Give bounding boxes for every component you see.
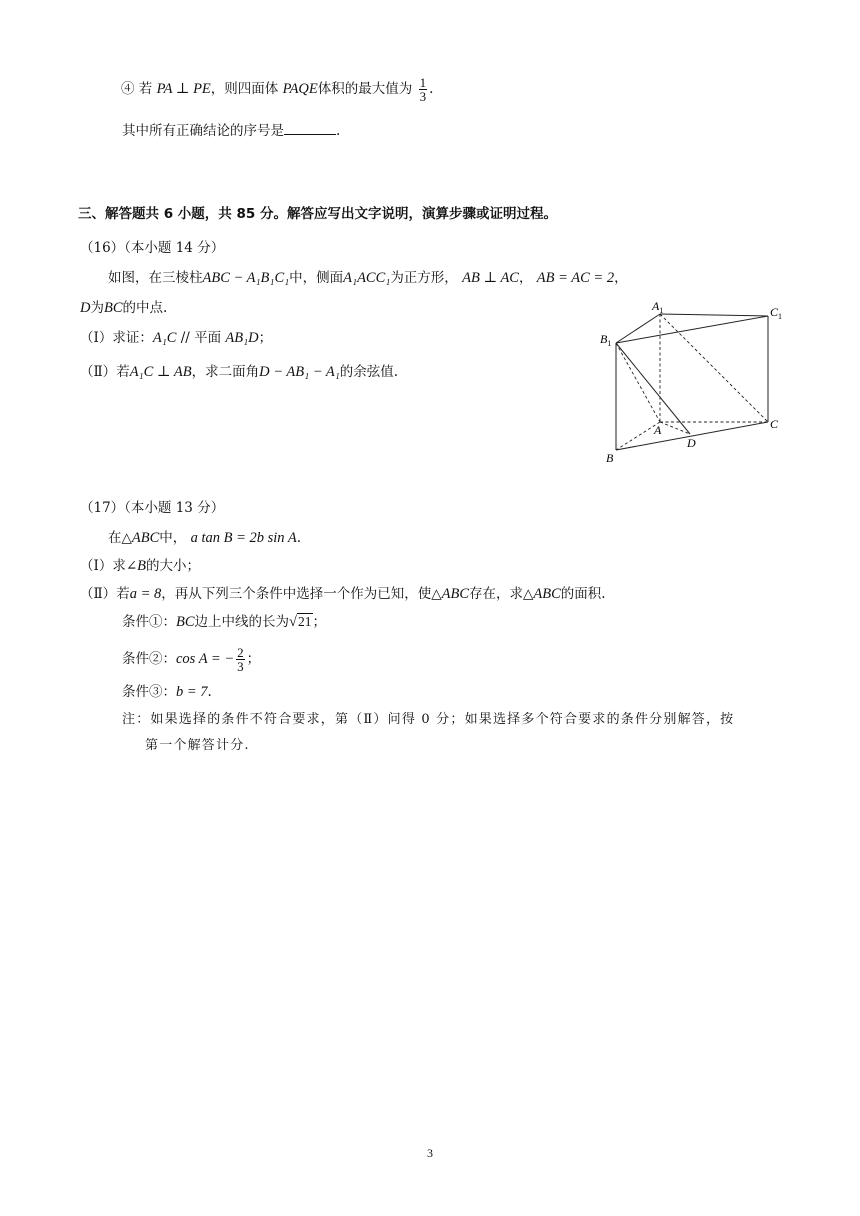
label-C: C [770, 417, 779, 431]
q17-part2: （Ⅱ）若a = 8，再从下列三个条件中选择一个作为已知，使△ABC存在，求△ABC的面积. [80, 586, 606, 602]
sqrt-expr: √21 [289, 614, 312, 630]
prism-figure [600, 298, 790, 468]
q17-note-line1: 注：如果选择的条件不符合要求，第（Ⅱ）问得 0 分；如果选择多个符合要求的条件分别解答，按 [122, 712, 735, 727]
q17-condition-1: 条件①：BC边上中线的长为√21； [122, 614, 326, 630]
page-number: 3 [427, 1146, 433, 1160]
edge-B1C1 [616, 316, 768, 343]
prism-name: ABC − A₁B₁C₁ [202, 270, 290, 286]
perp-expr: AB ⊥ AC [462, 270, 519, 286]
label-D: D [687, 436, 696, 450]
label-C1: $C_1$ [770, 305, 783, 321]
q17-note-line2: 第一个解答计分. [145, 738, 250, 753]
section-heading: 三、解答题共 6 小题，共 85 分。解答应写出文字说明，演算步骤或证明过程。 [78, 206, 557, 222]
q17-header: （17）（本小题 13 分） [80, 500, 225, 516]
q15-ask: 其中所有正确结论的序号是 . [122, 120, 340, 141]
fraction: $\frac{2}{3}$ [237, 645, 244, 674]
q15-item4: ④ 若 PA ⊥ PE，则四面体 PAQE体积的最大值为 $\frac{1}{3}$ . [121, 75, 434, 104]
segment-AB1 [616, 343, 660, 422]
given-equation: a tan B = 2b sin A [190, 530, 297, 546]
condition-expr: PA ⊥ PE [156, 81, 211, 97]
label-A: A [654, 423, 662, 437]
q16-intro: 如图，在三棱柱ABC − A₁B₁C₁中，侧面A₁ACC₁为正方形， AB ⊥ AC， AB = AC = 2， [108, 270, 628, 286]
q16-part2: （Ⅱ）若A₁C ⊥ AB，求二面角D − AB₁ − A₁的余弦值. [80, 364, 399, 380]
edge-A1C1 [660, 314, 768, 316]
q16-intro-line2: D为BC的中点. [80, 300, 168, 316]
solid-name: PAQE [282, 81, 318, 97]
q17-condition-2: 条件②：cos A = − $\frac{2}{3}$ ； [122, 645, 261, 674]
segment-B1D [616, 343, 690, 434]
q17-intro: 在△ABC中， a tan B = 2b sin A. [108, 530, 302, 546]
q17-part1: （Ⅰ）求∠B的大小； [80, 558, 201, 574]
answer-blank[interactable] [284, 120, 336, 135]
fraction: $\frac{1}{3}$ [419, 75, 427, 104]
label-B: B [606, 451, 614, 465]
q16-part1: （Ⅰ）求证：A₁C // 平面 AB₁D； [80, 330, 273, 346]
q16-header: （16）（本小题 14 分） [80, 240, 225, 256]
diag-A1C [660, 314, 768, 422]
q17-condition-3: 条件③：b = 7. [122, 684, 212, 700]
item-marker: ④ [121, 81, 135, 97]
label-A1: $A_1$ [652, 299, 664, 315]
equality-expr: AB = AC = 2 [536, 270, 615, 286]
face-name: A₁ACC₁ [343, 270, 391, 286]
label-B1: $B_1$ [600, 332, 612, 348]
